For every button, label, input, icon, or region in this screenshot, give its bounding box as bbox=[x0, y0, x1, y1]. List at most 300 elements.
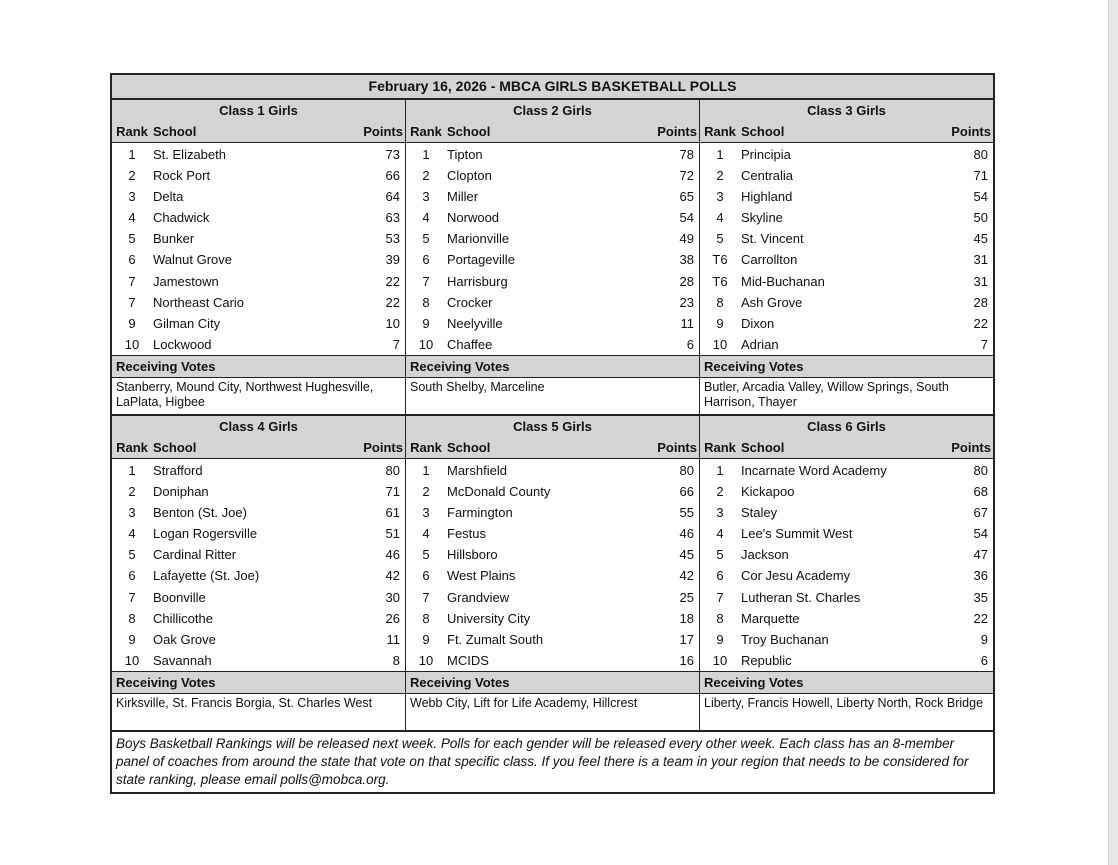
column-headers bbox=[112, 121, 405, 142]
table-row bbox=[406, 608, 699, 629]
points-cell: 10 bbox=[385, 315, 400, 331]
school-cell: Republic bbox=[741, 652, 792, 668]
points-cell: 45 bbox=[973, 231, 988, 247]
school-cell: Ft. Zumalt South bbox=[447, 631, 544, 647]
rank-cell: 2 bbox=[716, 484, 724, 500]
rank-cell: 1 bbox=[716, 147, 724, 162]
class-column bbox=[405, 416, 699, 730]
rankings-list bbox=[700, 142, 993, 355]
rank-cell: 4 bbox=[128, 526, 136, 542]
points-cell: 17 bbox=[679, 631, 694, 647]
school-cell: Tipton bbox=[447, 147, 483, 162]
footnote: Boys Basketball Rankings will be released next week. Polls for each gender will be released every other week. Each class has an 8-member panel of coaches from around the state that vote on that specific class. If you feel there is a team in your region that needs to be considered for state ranking, please email polls@mobca.org. bbox=[116, 735, 969, 787]
school-cell: Cor Jesu Academy bbox=[741, 568, 851, 584]
class-title: Class 4 Girls bbox=[219, 418, 298, 434]
points-cell: 73 bbox=[385, 147, 400, 162]
school-cell: Troy Buchanan bbox=[741, 631, 829, 647]
rank-cell: 5 bbox=[716, 231, 724, 247]
table-row bbox=[112, 523, 405, 544]
receiving-votes-label: Receiving Votes bbox=[700, 671, 993, 694]
school-header: School bbox=[741, 124, 785, 139]
rank-cell: 10 bbox=[124, 336, 140, 352]
school-cell: Kickapoo bbox=[741, 484, 795, 500]
rank-cell: 4 bbox=[716, 210, 724, 226]
rank-cell: 2 bbox=[128, 484, 136, 500]
points-cell: 23 bbox=[679, 294, 694, 310]
table-row bbox=[112, 650, 405, 671]
class-column bbox=[112, 416, 405, 730]
table-row bbox=[112, 587, 405, 608]
rank-cell: 7 bbox=[422, 273, 430, 289]
points-cell: 68 bbox=[973, 484, 988, 500]
table-row bbox=[700, 228, 993, 249]
points-cell: 35 bbox=[973, 589, 988, 605]
school-cell: Benton (St. Joe) bbox=[153, 505, 247, 521]
school-cell: Staley bbox=[741, 505, 778, 521]
classes-top-block bbox=[112, 100, 993, 416]
school-cell: St. Elizabeth bbox=[153, 147, 226, 162]
rank-cell: 5 bbox=[128, 231, 136, 247]
table-row bbox=[700, 460, 993, 481]
points-cell: 31 bbox=[973, 252, 988, 268]
school-cell: Walnut Grove bbox=[153, 252, 232, 268]
school-cell: MCIDS bbox=[447, 652, 489, 668]
points-cell: 47 bbox=[973, 547, 988, 563]
receiving-votes-label: Receiving Votes bbox=[112, 671, 405, 694]
table-row bbox=[112, 544, 405, 565]
school-cell: Chaffee bbox=[447, 336, 493, 352]
table-row bbox=[406, 144, 699, 165]
school-cell: Neelyville bbox=[447, 315, 503, 331]
receiving-votes-label: Receiving Votes bbox=[406, 671, 699, 694]
points-cell: 80 bbox=[679, 462, 694, 478]
school-cell: Boonville bbox=[153, 589, 206, 605]
points-cell: 42 bbox=[385, 568, 400, 584]
rank-cell: 3 bbox=[128, 505, 136, 521]
points-cell: 16 bbox=[679, 652, 694, 668]
table-row bbox=[406, 523, 699, 544]
school-header: School bbox=[447, 124, 491, 139]
rank-cell: 6 bbox=[128, 252, 136, 268]
points-cell: 71 bbox=[973, 168, 988, 184]
table-row bbox=[700, 608, 993, 629]
receiving-votes-list: Webb City, Lift for Life Academy, Hillcrest bbox=[410, 695, 638, 710]
rankings-list bbox=[700, 458, 993, 671]
points-cell: 72 bbox=[679, 168, 694, 184]
rank-cell: 9 bbox=[716, 631, 724, 647]
table-row bbox=[406, 292, 699, 313]
school-cell: Doniphan bbox=[153, 484, 209, 500]
rank-cell: T6 bbox=[712, 252, 728, 268]
table-row bbox=[700, 292, 993, 313]
rank-cell: 7 bbox=[128, 589, 136, 605]
rank-header: Rank bbox=[410, 124, 442, 139]
column-headers bbox=[406, 121, 699, 142]
school-cell: Clopton bbox=[447, 168, 492, 184]
table-row bbox=[406, 502, 699, 523]
points-cell: 54 bbox=[973, 526, 988, 542]
table-row bbox=[406, 271, 699, 292]
rank-cell: T6 bbox=[712, 273, 728, 289]
points-cell: 22 bbox=[385, 273, 400, 289]
table-row bbox=[112, 481, 405, 502]
points-cell: 42 bbox=[679, 568, 694, 584]
points-cell: 22 bbox=[973, 315, 988, 331]
rank-cell: 9 bbox=[128, 631, 136, 647]
table-row bbox=[406, 249, 699, 270]
table-row bbox=[112, 228, 405, 249]
points-cell: 54 bbox=[973, 189, 988, 205]
points-cell: 22 bbox=[385, 294, 400, 310]
points-cell: 22 bbox=[973, 610, 988, 626]
table-row bbox=[700, 523, 993, 544]
rank-cell: 5 bbox=[422, 231, 430, 247]
rank-cell: 6 bbox=[716, 568, 724, 584]
school-cell: West Plains bbox=[447, 568, 516, 584]
points-cell: 26 bbox=[385, 610, 400, 626]
table-row bbox=[112, 271, 405, 292]
table-row bbox=[700, 144, 993, 165]
points-cell: 53 bbox=[385, 231, 400, 247]
table-row bbox=[112, 186, 405, 207]
school-cell: Incarnate Word Academy bbox=[741, 462, 887, 478]
points-cell: 11 bbox=[680, 315, 694, 331]
school-cell: Lockwood bbox=[153, 336, 212, 352]
table-row bbox=[112, 165, 405, 186]
school-cell: Strafford bbox=[153, 462, 203, 478]
school-cell: Dixon bbox=[741, 315, 775, 331]
rank-cell: 7 bbox=[422, 589, 430, 605]
points-cell: 78 bbox=[679, 147, 694, 162]
rank-cell: 8 bbox=[422, 610, 430, 626]
points-cell: 49 bbox=[679, 231, 694, 247]
table-row bbox=[700, 165, 993, 186]
school-cell: Lutheran St. Charles bbox=[741, 589, 861, 605]
column-headers bbox=[700, 121, 993, 142]
rank-cell: 4 bbox=[422, 210, 430, 226]
rank-cell: 10 bbox=[712, 652, 728, 668]
table-row bbox=[112, 249, 405, 270]
rank-cell: 2 bbox=[422, 484, 430, 500]
rank-header: Rank bbox=[116, 124, 148, 139]
school-cell: University City bbox=[447, 610, 531, 626]
school-cell: Grandview bbox=[447, 589, 510, 605]
table-row bbox=[700, 650, 993, 671]
rank-cell: 9 bbox=[422, 631, 430, 647]
school-cell: Bunker bbox=[153, 231, 195, 247]
table-row bbox=[700, 334, 993, 355]
class-title: Class 6 Girls bbox=[807, 418, 886, 434]
table-row bbox=[112, 313, 405, 334]
class-column bbox=[405, 100, 699, 414]
page-edge bbox=[1108, 0, 1118, 865]
table-row bbox=[112, 144, 405, 165]
points-cell: 6 bbox=[980, 652, 988, 668]
rank-cell: 5 bbox=[422, 547, 430, 563]
school-cell: Norwood bbox=[447, 210, 500, 226]
rank-cell: 8 bbox=[128, 610, 136, 626]
points-cell: 28 bbox=[679, 273, 694, 289]
points-cell: 7 bbox=[392, 336, 400, 352]
school-cell: Principia bbox=[741, 147, 791, 162]
school-cell: Miller bbox=[447, 189, 479, 205]
class-title: Class 2 Girls bbox=[513, 103, 592, 118]
table-row bbox=[700, 565, 993, 586]
class-header bbox=[406, 100, 699, 142]
school-cell: Marshfield bbox=[447, 462, 507, 478]
points-header: Points bbox=[951, 124, 991, 139]
points-cell: 9 bbox=[980, 631, 988, 647]
table-row bbox=[112, 565, 405, 586]
school-cell: Lafayette (St. Joe) bbox=[153, 568, 260, 584]
rankings-list bbox=[406, 142, 699, 355]
points-cell: 55 bbox=[679, 505, 694, 521]
points-cell: 6 bbox=[686, 336, 694, 352]
table-row bbox=[406, 207, 699, 228]
table-row bbox=[406, 334, 699, 355]
receiving-votes-list: South Shelby, Marceline bbox=[410, 379, 545, 394]
rank-header: Rank bbox=[410, 439, 442, 455]
points-cell: 8 bbox=[392, 652, 400, 668]
table-row bbox=[112, 608, 405, 629]
class-title: Class 3 Girls bbox=[807, 103, 886, 118]
points-cell: 46 bbox=[385, 547, 400, 563]
rank-cell: 5 bbox=[716, 547, 724, 563]
points-cell: 71 bbox=[385, 484, 400, 500]
table-row bbox=[112, 334, 405, 355]
school-cell: Rock Port bbox=[153, 168, 211, 184]
table-row bbox=[700, 271, 993, 292]
rank-cell: 1 bbox=[422, 462, 430, 478]
rank-cell: 2 bbox=[422, 168, 430, 184]
rank-cell: 3 bbox=[422, 505, 430, 521]
school-cell: Crocker bbox=[447, 294, 493, 310]
receiving-votes-label: Receiving Votes bbox=[406, 355, 699, 378]
table-row bbox=[700, 587, 993, 608]
rank-cell: 9 bbox=[128, 315, 136, 331]
points-cell: 80 bbox=[385, 462, 400, 478]
rank-cell: 3 bbox=[422, 189, 430, 205]
rank-cell: 2 bbox=[716, 168, 724, 184]
rank-cell: 3 bbox=[716, 505, 724, 521]
school-cell: Chadwick bbox=[153, 210, 210, 226]
school-cell: Centralia bbox=[741, 168, 794, 184]
table-row bbox=[406, 165, 699, 186]
receiving-votes-label: Receiving Votes bbox=[700, 355, 993, 378]
table-row bbox=[700, 207, 993, 228]
rank-header: Rank bbox=[704, 124, 736, 139]
points-cell: 39 bbox=[385, 252, 400, 268]
school-cell: Oak Grove bbox=[153, 631, 216, 647]
rank-cell: 10 bbox=[418, 336, 434, 352]
points-cell: 7 bbox=[980, 336, 988, 352]
table-row bbox=[406, 228, 699, 249]
school-cell: Farmington bbox=[447, 505, 513, 521]
rank-cell: 3 bbox=[128, 189, 136, 205]
school-cell: Marquette bbox=[741, 610, 800, 626]
rank-cell: 8 bbox=[716, 610, 724, 626]
rank-cell: 10 bbox=[124, 652, 140, 668]
table-row bbox=[112, 292, 405, 313]
school-header: School bbox=[153, 439, 197, 455]
points-header: Points bbox=[657, 124, 697, 139]
class-title: Class 5 Girls bbox=[513, 418, 592, 434]
table-row bbox=[406, 186, 699, 207]
class-header bbox=[112, 416, 405, 458]
class-header bbox=[700, 100, 993, 142]
points-header: Points bbox=[363, 124, 403, 139]
school-header: School bbox=[741, 439, 785, 455]
rank-cell: 7 bbox=[128, 294, 136, 310]
rank-cell: 1 bbox=[716, 462, 724, 478]
school-header: School bbox=[447, 439, 491, 455]
rank-cell: 4 bbox=[716, 526, 724, 542]
rank-cell: 9 bbox=[422, 315, 430, 331]
school-cell: Portageville bbox=[447, 252, 515, 268]
school-cell: Skyline bbox=[741, 210, 783, 226]
table-row bbox=[700, 313, 993, 334]
points-cell: 38 bbox=[679, 252, 694, 268]
rank-cell: 5 bbox=[128, 547, 136, 563]
class-column bbox=[699, 416, 993, 730]
school-cell: Ash Grove bbox=[741, 294, 803, 310]
rank-cell: 2 bbox=[128, 168, 136, 184]
school-cell: Jackson bbox=[741, 547, 789, 563]
receiving-votes-list: Kirksville, St. Francis Borgia, St. Charles West bbox=[116, 695, 373, 710]
rank-header: Rank bbox=[704, 439, 736, 455]
points-cell: 18 bbox=[679, 610, 694, 626]
points-cell: 80 bbox=[973, 147, 988, 162]
rank-cell: 7 bbox=[128, 273, 136, 289]
table-row bbox=[112, 502, 405, 523]
points-cell: 45 bbox=[679, 547, 694, 563]
table-row bbox=[406, 565, 699, 586]
school-cell: Gilman City bbox=[153, 315, 221, 331]
school-cell: Marionville bbox=[447, 231, 510, 247]
table-row bbox=[406, 629, 699, 650]
table-row bbox=[406, 460, 699, 481]
rank-cell: 6 bbox=[422, 568, 430, 584]
table-row bbox=[406, 587, 699, 608]
points-cell: 25 bbox=[679, 589, 694, 605]
school-cell: McDonald County bbox=[447, 484, 551, 500]
column-headers bbox=[700, 437, 993, 458]
school-cell: Northeast Cario bbox=[153, 294, 245, 310]
school-cell: Harrisburg bbox=[447, 273, 508, 289]
receiving-votes-list: Stanberry, Mound City, Northwest Hughesville, LaPlata, Higbee bbox=[116, 379, 374, 409]
table-row bbox=[700, 502, 993, 523]
school-cell: Carrollton bbox=[741, 252, 798, 268]
rank-cell: 8 bbox=[716, 294, 724, 310]
points-cell: 11 bbox=[386, 631, 400, 647]
points-cell: 66 bbox=[385, 168, 400, 184]
points-cell: 64 bbox=[385, 189, 400, 205]
school-header: School bbox=[153, 124, 197, 139]
class-header bbox=[112, 100, 405, 142]
points-cell: 46 bbox=[679, 526, 694, 542]
rank-cell: 6 bbox=[422, 252, 430, 268]
table-row bbox=[112, 629, 405, 650]
table-row bbox=[112, 207, 405, 228]
rank-cell: 4 bbox=[128, 210, 136, 226]
column-headers bbox=[112, 437, 405, 458]
table-row bbox=[406, 481, 699, 502]
table-row bbox=[112, 460, 405, 481]
school-cell: St. Vincent bbox=[741, 231, 804, 247]
classes-bottom-block bbox=[112, 416, 993, 732]
rank-cell: 10 bbox=[712, 336, 728, 352]
rankings-list bbox=[406, 458, 699, 671]
table-row bbox=[406, 313, 699, 334]
rank-cell: 6 bbox=[128, 568, 136, 584]
points-header: Points bbox=[951, 439, 991, 455]
rankings-list bbox=[112, 142, 405, 355]
points-cell: 63 bbox=[385, 210, 400, 226]
points-cell: 67 bbox=[973, 505, 988, 521]
rank-cell: 1 bbox=[128, 462, 136, 478]
table-row bbox=[406, 650, 699, 671]
table-row bbox=[406, 544, 699, 565]
points-cell: 28 bbox=[973, 294, 988, 310]
school-cell: Cardinal Ritter bbox=[153, 547, 237, 563]
receiving-votes-list: Liberty, Francis Howell, Liberty North, Rock Bridge bbox=[704, 695, 984, 710]
table-row bbox=[700, 249, 993, 270]
points-cell: 66 bbox=[679, 484, 694, 500]
points-cell: 80 bbox=[973, 462, 988, 478]
table-row bbox=[700, 544, 993, 565]
class-header bbox=[406, 416, 699, 458]
table-row bbox=[700, 481, 993, 502]
points-cell: 50 bbox=[973, 210, 988, 226]
rank-cell: 3 bbox=[716, 189, 724, 205]
points-cell: 65 bbox=[679, 189, 694, 205]
points-cell: 51 bbox=[385, 526, 400, 542]
school-cell: Chillicothe bbox=[153, 610, 213, 626]
class-header bbox=[700, 416, 993, 458]
points-header: Points bbox=[363, 439, 403, 455]
rank-cell: 1 bbox=[128, 147, 136, 162]
rank-cell: 10 bbox=[418, 652, 434, 668]
school-cell: Delta bbox=[153, 189, 184, 205]
rank-header: Rank bbox=[116, 439, 148, 455]
rank-cell: 9 bbox=[716, 315, 724, 331]
class-column bbox=[699, 100, 993, 414]
points-cell: 54 bbox=[679, 210, 694, 226]
rankings-list bbox=[112, 458, 405, 671]
polls-document bbox=[110, 73, 995, 794]
points-cell: 36 bbox=[973, 568, 988, 584]
school-cell: Savannah bbox=[153, 652, 212, 668]
class-title: Class 1 Girls bbox=[219, 103, 298, 118]
school-cell: Mid-Buchanan bbox=[741, 273, 825, 289]
table-row bbox=[700, 629, 993, 650]
school-cell: Highland bbox=[741, 189, 793, 205]
school-cell: Adrian bbox=[741, 336, 779, 352]
rank-cell: 7 bbox=[716, 589, 724, 605]
school-cell: Lee's Summit West bbox=[741, 526, 853, 542]
points-cell: 61 bbox=[385, 505, 400, 521]
school-cell: Logan Rogersville bbox=[153, 526, 258, 542]
points-cell: 31 bbox=[973, 273, 988, 289]
points-header: Points bbox=[657, 439, 697, 455]
points-cell: 30 bbox=[385, 589, 400, 605]
school-cell: Hillsboro bbox=[447, 547, 498, 563]
receiving-votes-label: Receiving Votes bbox=[112, 355, 405, 378]
rank-cell: 8 bbox=[422, 294, 430, 310]
school-cell: Jamestown bbox=[153, 273, 219, 289]
school-cell: Festus bbox=[447, 526, 487, 542]
poll-title: February 16, 2026 - MBCA GIRLS BASKETBALL POLLS bbox=[112, 75, 993, 100]
